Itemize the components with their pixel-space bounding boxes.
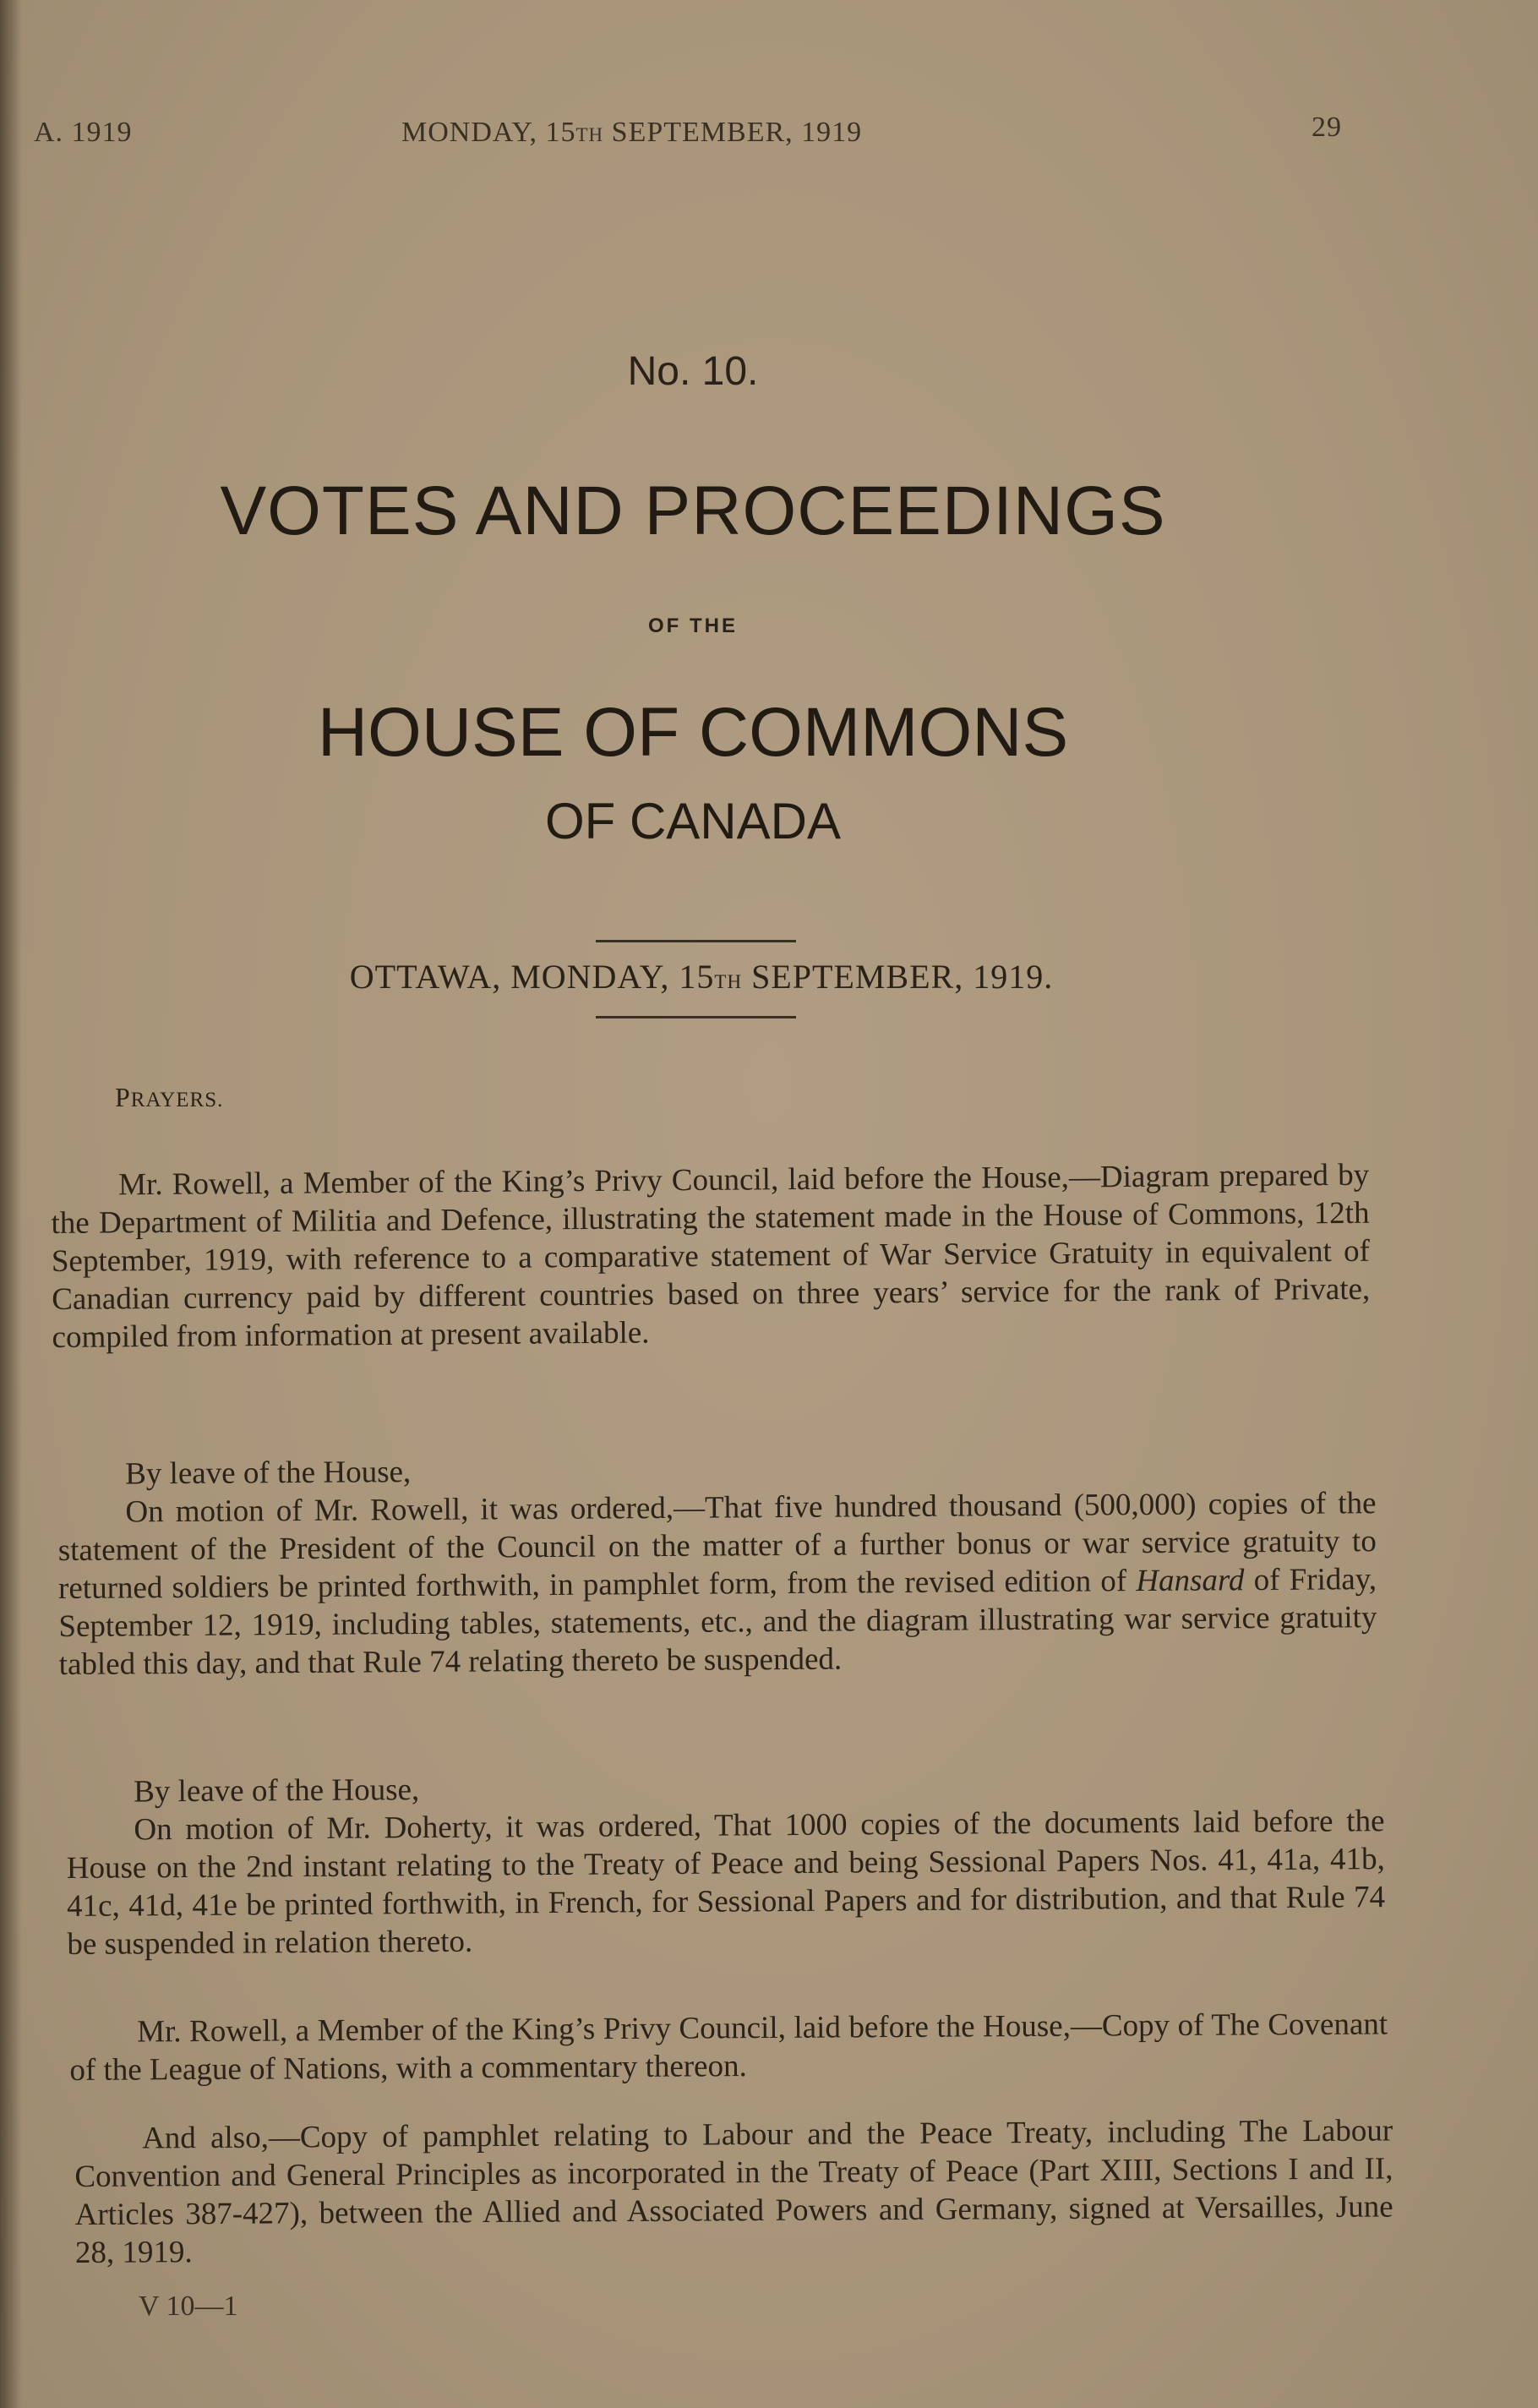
rowell-motion-part-a: On motion of Mr. Rowell, it was ordered,—That five hundred thousand (500,000) copies of the statement of the President of the Council on the matter of a further bonus or war service gratuity to returned soldiers be printed forthwith, in pamphlet form, from the revised edition of [57, 1486, 1377, 1606]
title-house-of-commons: HOUSE OF COMMONS [317, 694, 1069, 771]
year-marker: A. 1919 [34, 117, 133, 148]
paragraph-doherty-motion [66, 1764, 1386, 1963]
leave-of-house-1: By leave of the House, [125, 1455, 412, 1492]
signature-mark: V 10—1 [139, 2291, 238, 2322]
running-header-date [401, 117, 862, 149]
rowell-motion-part-b: of Friday, September 12, 1919, including tables, statements, etc., and the diagram illustrating war service gratuity tabled this day, and that Rule 74 relating thereto be suspended. [58, 1562, 1377, 1682]
leave-of-house-2: By leave of the House, [134, 1772, 420, 1810]
header-date-pre: MONDAY, 15 [401, 117, 576, 148]
issue-number: No. 10. [627, 349, 759, 394]
doherty-motion-text: On motion of Mr. Doherty, it was ordered, That 1000 copies of the documents laid before the House on the 2nd instant relating to the Treaty of Peace and being Sessional Papers Nos. 41, 41a, 41b, 41c, 41d, 41e be printed forthwith, in French, for Sessional Papers and for distribution, and that Rule 74 be suspended in relation thereto. [66, 1804, 1386, 1962]
title-votes-and-proceedings: VOTES AND PROCEEDINGS [220, 472, 1166, 549]
title-of-the: OF THE [648, 614, 738, 637]
header-date-post: SEPTEMBER, 1919 [603, 117, 863, 148]
hansard-italic: Hansard [1136, 1563, 1245, 1599]
divider-bottom [596, 1016, 796, 1018]
divider-top [596, 940, 796, 942]
dateline [0, 957, 1403, 997]
covenant-text: Mr. Rowell, a Member of the King’s Privy Council, laid before the House,—Copy of The Covenant of the League of Nations, with a commentary thereon. [69, 2007, 1388, 2088]
paragraph-labour-pamphlet [74, 2111, 1393, 2272]
title-of-canada: OF CANADA [544, 793, 842, 849]
paragraph-diagram-text: Mr. Rowell, a Member of the King’s Privy Council, laid before the House,—Diagram prepared by the Department of Militia and Defence, illustrating the statement made in the House of Commons, 12th September, 1919, with reference to a comparative statement of War Service Gratuity in equivalent of Canadian currency paid by different countries based on three years’ service for the rank of Private, compiled from information at present available. [51, 1157, 1371, 1355]
prayers-heading [115, 1082, 223, 1113]
prayers-initial: P [115, 1082, 131, 1112]
rowell-motion-text [57, 1484, 1377, 1684]
dateline-ordinal: TH [714, 971, 743, 992]
header-date-ordinal: TH [575, 124, 604, 145]
prayers-rest: RAYERS. [130, 1089, 224, 1111]
paragraph-rowell-motion [57, 1446, 1377, 1684]
dateline-post: SEPTEMBER, 1919. [742, 958, 1054, 996]
dateline-pre: OTTAWA, MONDAY, 15 [349, 958, 715, 996]
labour-pamphlet-text: And also,—Copy of pamphlet relating to Labour and the Peace Treaty, including The Labour Convention and General Principles as incorporated in the Treaty of Peace (Part XIII, Sections I and II, Articles 387-427), between the Allied and Associated Powers and Germany, signed at Versailles, June 28, 1919. [74, 2113, 1393, 2270]
paragraph-diagram-tabled [51, 1156, 1371, 1357]
page-number: 29 [1312, 112, 1342, 143]
paragraph-covenant [69, 2005, 1388, 2089]
